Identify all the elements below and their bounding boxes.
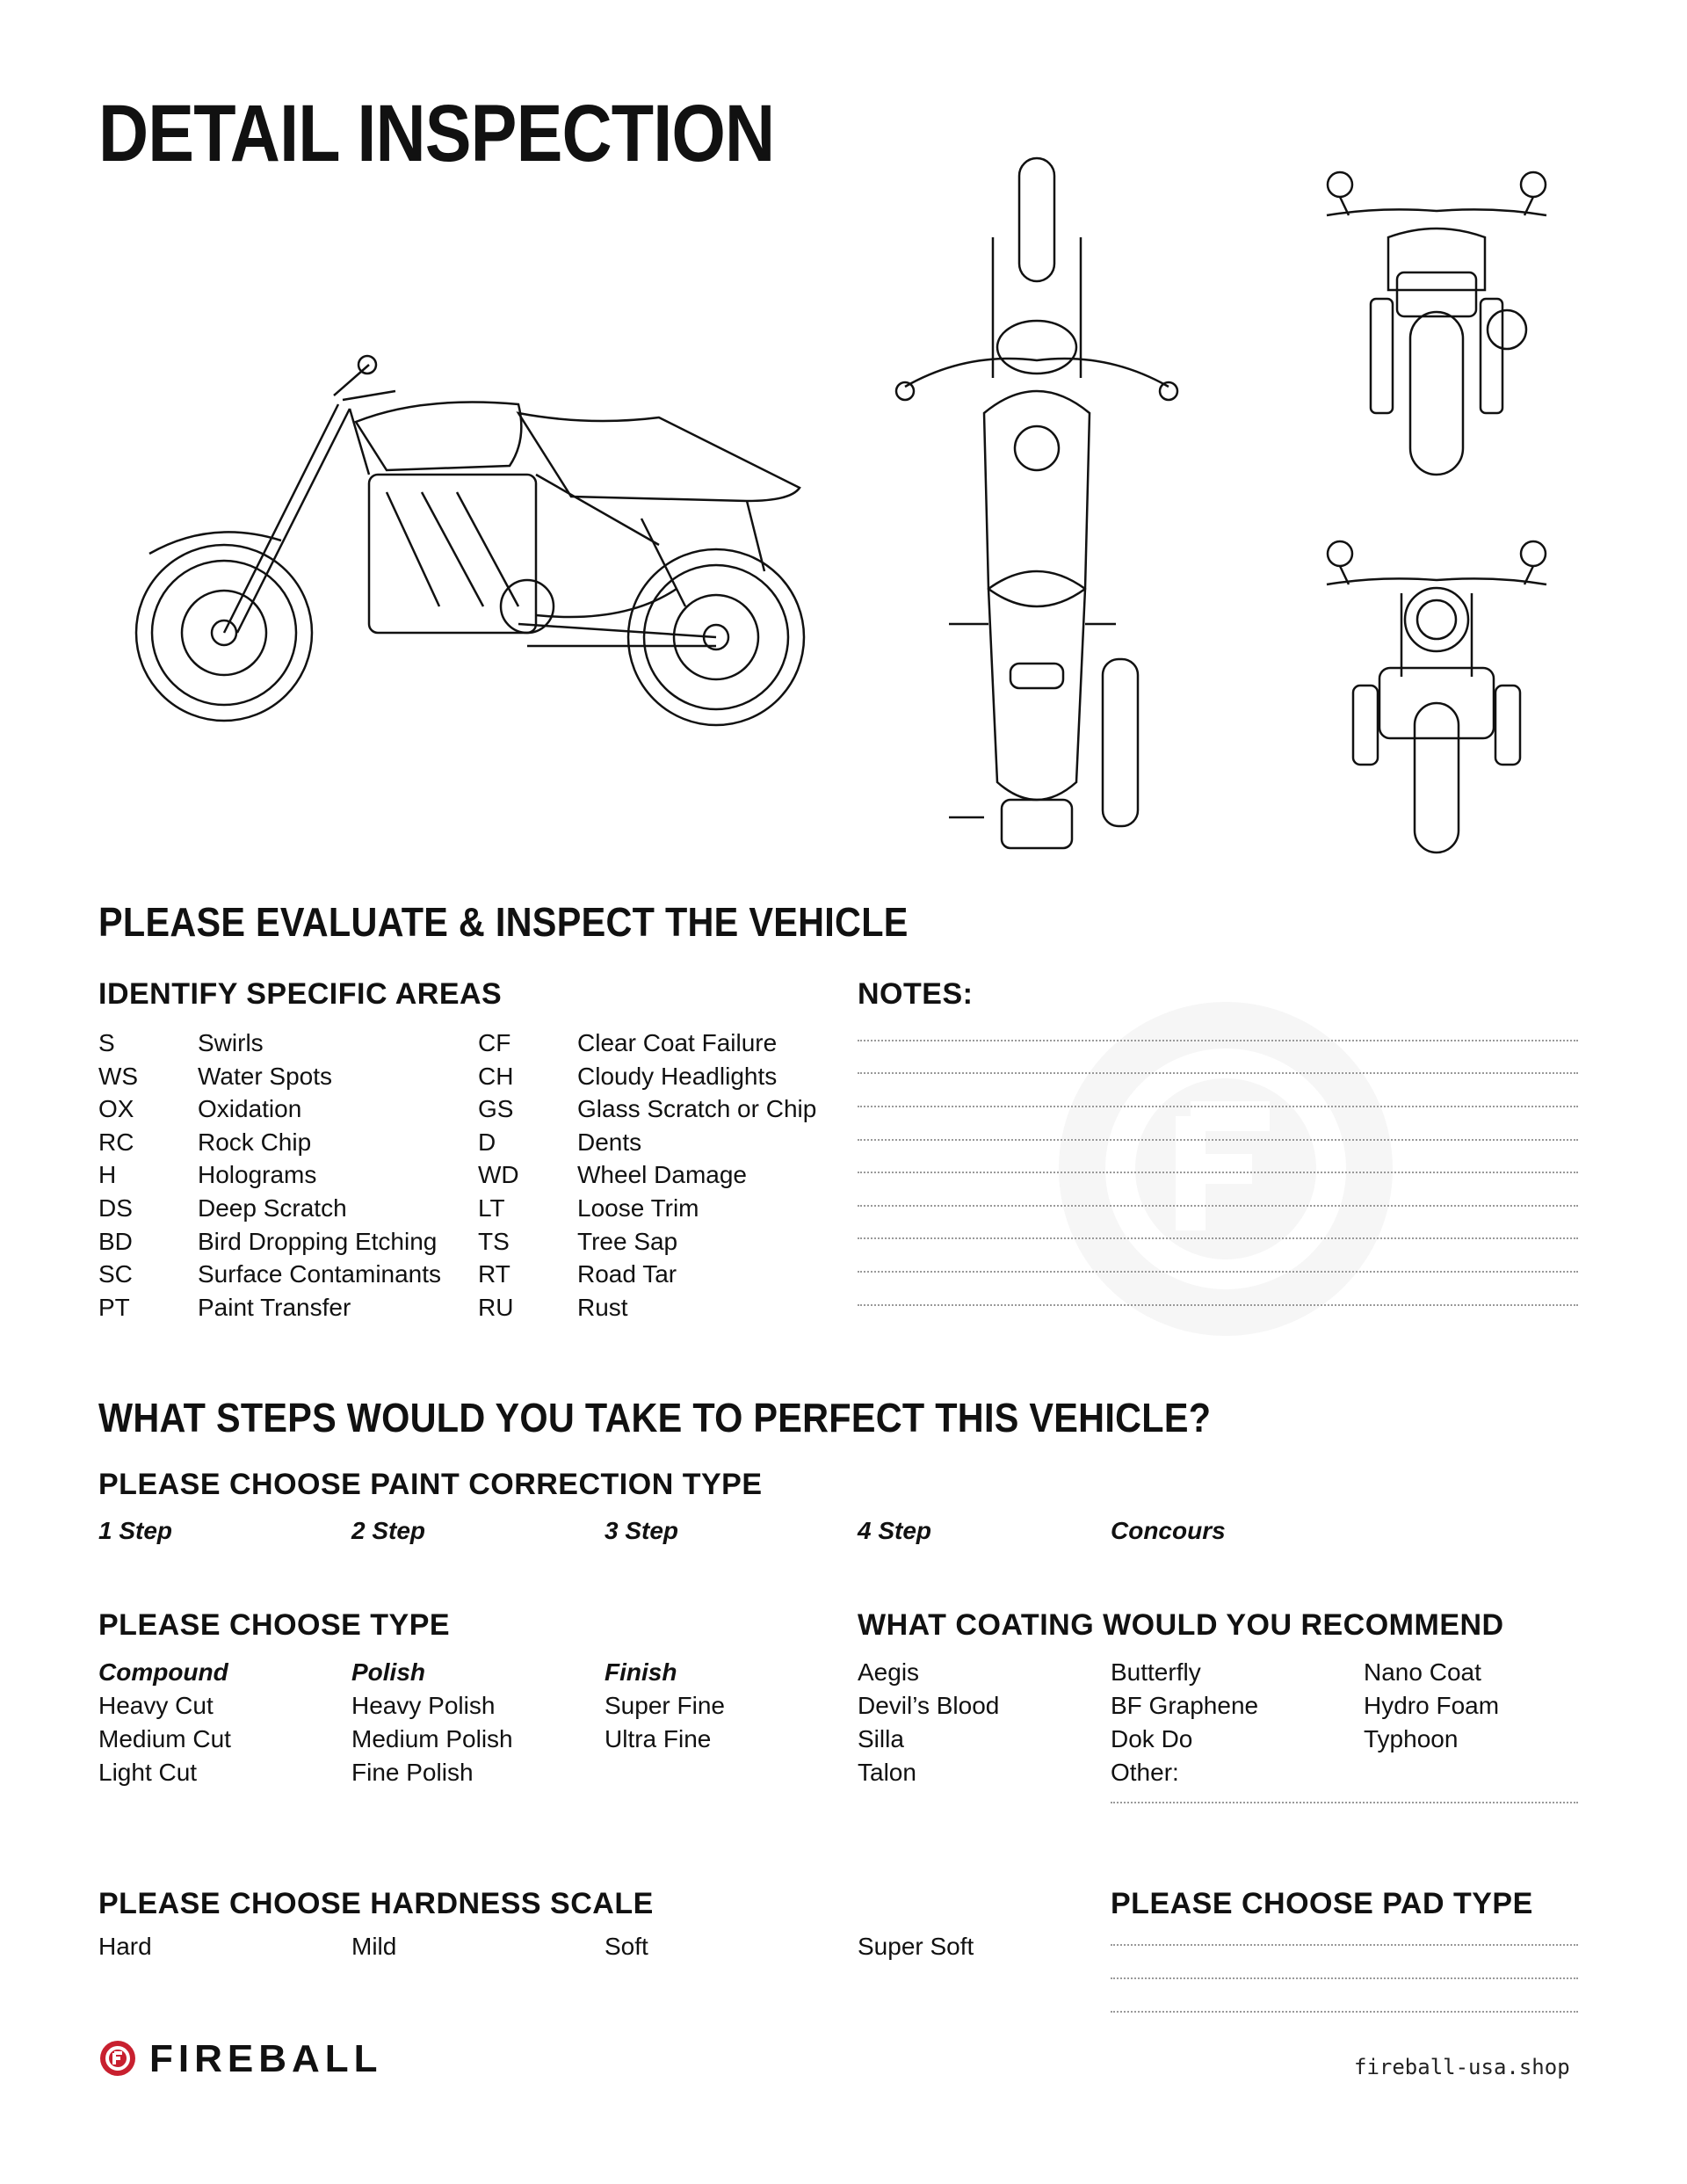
type-heading: PLEASE CHOOSE TYPE	[98, 1608, 451, 1642]
correction-option-3-step[interactable]: 3 Step	[605, 1517, 679, 1544]
list-item: DS Deep Scratch	[98, 1194, 347, 1222]
notes-line[interactable]	[858, 1172, 1578, 1173]
motorcycle-top-view	[887, 149, 1186, 853]
list-item: SC Surface Contaminants	[98, 1260, 442, 1288]
notes-line[interactable]	[858, 1106, 1578, 1107]
type-column-title: Polish	[351, 1658, 426, 1686]
coating-column	[1364, 1656, 1499, 1756]
list-item: CF Clear Coat Failure	[478, 1029, 778, 1056]
correction-option-1-step[interactable]: 1 Step	[98, 1517, 173, 1544]
coating-option[interactable]: Dok Do	[1111, 1725, 1193, 1752]
notes-line[interactable]	[858, 1072, 1578, 1074]
list-item: RC Rock Chip	[98, 1128, 312, 1156]
list-item: WD Wheel Damage	[478, 1161, 747, 1189]
notes-line[interactable]	[858, 1139, 1578, 1141]
list-item: D Dents	[478, 1128, 642, 1156]
list-item: OX Oxidation	[98, 1095, 302, 1123]
motorcycle-front-view	[1318, 536, 1555, 861]
motorcycle-rear-view	[1318, 167, 1555, 492]
coating-option[interactable]: BF Graphene	[1111, 1692, 1259, 1719]
coating-option[interactable]: Other:	[1111, 1759, 1179, 1786]
notes-heading: NOTES:	[858, 977, 974, 1011]
list-item: S Swirls	[98, 1029, 264, 1056]
notes-line[interactable]	[858, 1271, 1578, 1273]
notes-line[interactable]	[858, 1237, 1578, 1239]
hardness-option-soft[interactable]: Soft	[605, 1933, 648, 1960]
coating-option[interactable]: Typhoon	[1364, 1725, 1459, 1752]
list-item: GS Glass Scratch or Chip	[478, 1095, 817, 1123]
notes-line[interactable]	[858, 1040, 1578, 1041]
footer-url[interactable]: fireball-usa.shop	[1354, 2055, 1570, 2079]
type-column-compound	[98, 1656, 231, 1789]
areas-list-right	[478, 1027, 847, 1324]
coating-option[interactable]: Butterfly	[1111, 1658, 1201, 1686]
type-option[interactable]: Medium Polish	[351, 1725, 513, 1752]
type-option[interactable]: Heavy Cut	[98, 1692, 214, 1719]
motorcycle-side-view	[132, 343, 808, 747]
coating-heading: WHAT COATING WOULD YOU RECOMMEND	[858, 1608, 1504, 1642]
type-option[interactable]: Super Fine	[605, 1692, 725, 1719]
pad-line[interactable]	[1111, 1944, 1578, 1946]
hardness-option-mild[interactable]: Mild	[351, 1933, 397, 1960]
list-item: BD Bird Dropping Etching	[98, 1227, 438, 1255]
steps-heading: WHAT STEPS WOULD YOU TAKE TO PERFECT THIS VEHICLE?	[98, 1395, 1212, 1440]
correction-heading: PLEASE CHOOSE PAINT CORRECTION TYPE	[98, 1468, 763, 1501]
list-item: LT Loose Trim	[478, 1194, 699, 1222]
type-option[interactable]: Heavy Polish	[351, 1692, 496, 1719]
notes-line[interactable]	[858, 1205, 1578, 1207]
notes-line[interactable]	[858, 1304, 1578, 1306]
type-option[interactable]: Medium Cut	[98, 1725, 231, 1752]
correction-option-4-step[interactable]: 4 Step	[858, 1517, 932, 1544]
type-option[interactable]: Fine Polish	[351, 1759, 474, 1786]
type-column-title: Compound	[98, 1658, 228, 1686]
coating-column	[858, 1656, 999, 1789]
pad-line[interactable]	[1111, 2011, 1578, 2013]
page-title: DETAIL INSPECTION	[98, 89, 775, 178]
type-option[interactable]: Light Cut	[98, 1759, 198, 1786]
correction-option-2-step[interactable]: 2 Step	[351, 1517, 426, 1544]
list-item: H Holograms	[98, 1161, 317, 1189]
correction-option-concours[interactable]: Concours	[1111, 1517, 1226, 1544]
coating-option[interactable]: Silla	[858, 1725, 904, 1752]
areas-heading: IDENTIFY SPECIFIC AREAS	[98, 977, 503, 1011]
coating-option[interactable]: Talon	[858, 1759, 916, 1786]
list-item: TS Tree Sap	[478, 1227, 678, 1255]
type-column-finish	[605, 1656, 725, 1756]
list-item: RT Road Tar	[478, 1260, 677, 1288]
pad-heading: PLEASE CHOOSE PAD TYPE	[1111, 1887, 1533, 1920]
fireball-watermark-icon	[1050, 993, 1401, 1345]
areas-list-left	[98, 1027, 467, 1324]
type-option[interactable]: Ultra Fine	[605, 1725, 712, 1752]
list-item: CH Cloudy Headlights	[478, 1062, 778, 1090]
coating-column	[1111, 1656, 1258, 1789]
evaluate-heading: PLEASE EVALUATE & INSPECT THE VEHICLE	[98, 899, 909, 945]
hardness-option-super-soft[interactable]: Super Soft	[858, 1933, 974, 1960]
list-item: RU Rust	[478, 1293, 628, 1321]
coating-option[interactable]: Hydro Foam	[1364, 1692, 1500, 1719]
coating-other-line[interactable]	[1111, 1802, 1578, 1803]
hardness-heading: PLEASE CHOOSE HARDNESS SCALE	[98, 1887, 654, 1920]
coating-option[interactable]: Nano Coat	[1364, 1658, 1481, 1686]
coating-option[interactable]: Devil’s Blood	[858, 1692, 1000, 1719]
pad-line[interactable]	[1111, 1977, 1578, 1979]
type-column-polish	[351, 1656, 513, 1789]
type-column-title: Finish	[605, 1658, 677, 1686]
list-item: PT Paint Transfer	[98, 1293, 351, 1321]
fireball-logo-icon	[98, 2039, 137, 2078]
hardness-option-hard[interactable]: Hard	[98, 1933, 152, 1960]
coating-option[interactable]: Aegis	[858, 1658, 920, 1686]
list-item: WS Water Spots	[98, 1062, 333, 1090]
brand-name: FIREBALL	[149, 2037, 383, 2080]
